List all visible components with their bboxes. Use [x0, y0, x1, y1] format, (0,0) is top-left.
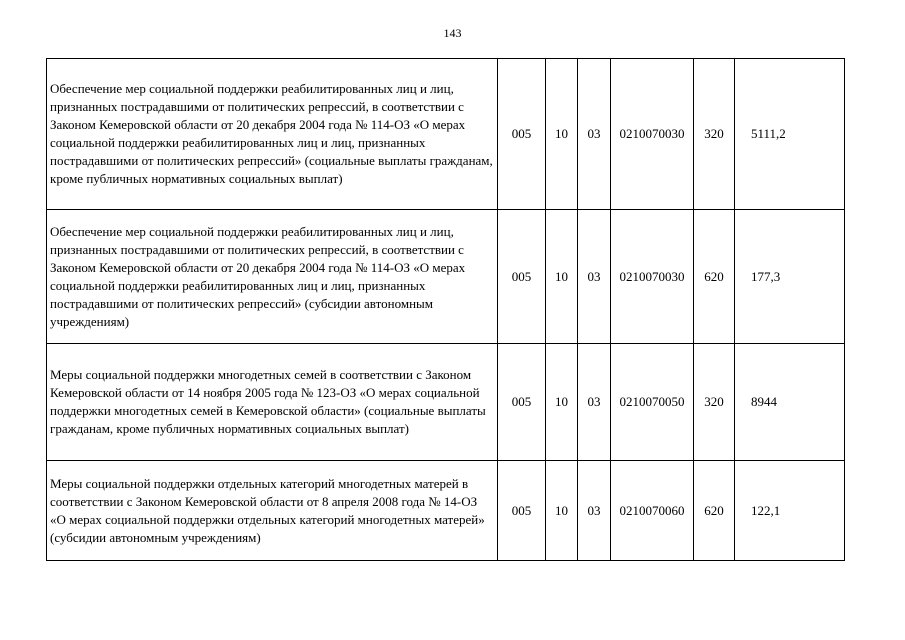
table-row: [47, 210, 845, 344]
row-description: Обеспечение мер социальной поддержки реабилитированных лиц и лиц, признанных пострадавшими от политических репрессий, в соответствии с Законом Кемеровской области от 20 декабря 2004 года № 114-ОЗ «О мерах социальной поддержки реабилитированных лиц и лиц, признанных пострадавшими от политических репрессий» (социальные выплаты гражданам, кроме публичных нормативных социальных выплат): [47, 59, 498, 210]
expense-type-code: 320: [694, 344, 735, 461]
expense-type-code: 320: [694, 59, 735, 210]
section-code: 10: [546, 344, 578, 461]
expense-type-code: 620: [694, 210, 735, 344]
ministry-code: 005: [498, 59, 546, 210]
target-article-code: 0210070030: [611, 210, 694, 344]
subsection-code: 03: [578, 59, 611, 210]
subsection-code: 03: [578, 344, 611, 461]
target-article-code: 0210070060: [611, 461, 694, 561]
ministry-code: 005: [498, 461, 546, 561]
target-article-code: 0210070050: [611, 344, 694, 461]
table-row: [47, 59, 845, 210]
section-code: 10: [546, 210, 578, 344]
page-number: 143: [443, 26, 462, 40]
table-row: [47, 344, 845, 461]
row-description: Меры социальной поддержки отдельных категорий многодетных матерей в соответствии с Законом Кемеровской области от 8 апреля 2008 года № 14-ОЗ «О мерах социальной поддержки отдельных категорий многодетных матерей» (субсидии автономным учреждениям): [47, 461, 498, 561]
subsection-code: 03: [578, 210, 611, 344]
row-description: Меры социальной поддержки многодетных семей в соответствии с Законом Кемеровской области от 14 ноября 2005 года № 123-ОЗ «О мерах социальной поддержки многодетных семей в Кемеровской области» (социальные выплаты гражданам, кроме публичных нормативных социальных выплат): [47, 344, 498, 461]
section-code: 10: [546, 59, 578, 210]
amount: 8944: [735, 344, 845, 461]
table-row: [47, 461, 845, 561]
amount: 122,1: [735, 461, 845, 561]
row-description: Обеспечение мер социальной поддержки реабилитированных лиц и лиц, признанных пострадавшими от политических репрессий, в соответствии с Законом Кемеровской области от 20 декабря 2004 года № 114-ОЗ «О мерах социальной поддержки реабилитированных лиц и лиц, признанных пострадавшими от политических репрессий» (субсидии автономным учреждениям): [47, 210, 498, 344]
ministry-code: 005: [498, 344, 546, 461]
amount: 5111,2: [735, 59, 845, 210]
ministry-code: 005: [498, 210, 546, 344]
section-code: 10: [546, 461, 578, 561]
expense-type-code: 620: [694, 461, 735, 561]
target-article-code: 0210070030: [611, 59, 694, 210]
amount: 177,3: [735, 210, 845, 344]
budget-table: [46, 58, 845, 561]
subsection-code: 03: [578, 461, 611, 561]
